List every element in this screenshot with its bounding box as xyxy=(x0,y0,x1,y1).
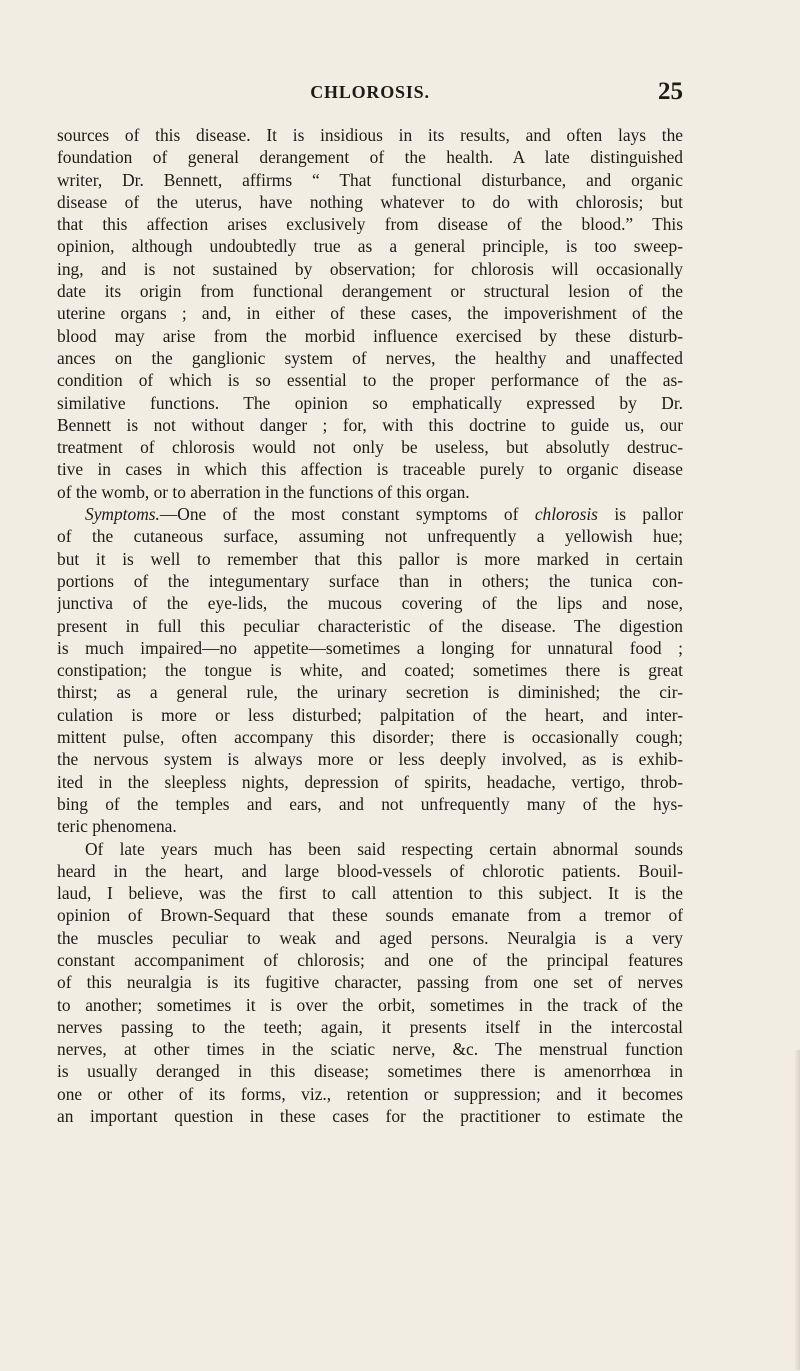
text-line: Of late years much has been said respecting certain abnormal sounds xyxy=(85,838,683,859)
text-line: ing, and is not sustained by observation; for chlorosis will occasionally xyxy=(57,258,683,279)
section-heading-symptoms: Symptoms. xyxy=(85,504,160,525)
body-text xyxy=(57,124,683,1127)
text-line: teric phenomena. xyxy=(57,816,177,837)
text-line: date its origin from functional derangement or structural lesion of the xyxy=(57,281,683,302)
text-line: disease of the uterus, have nothing whatever to do with chlorosis; but xyxy=(57,191,683,212)
text-line: of the womb, or to aberration in the functions of this organ. xyxy=(57,481,470,502)
text-line: to another; sometimes it is over the orbit, sometimes in the track of the xyxy=(57,994,683,1015)
text-line: that this affection arises exclusively from disease of the blood.” This xyxy=(57,214,683,235)
paragraph-symptoms xyxy=(57,503,683,837)
text-line: similative functions. The opinion so emphatically expressed by Dr. xyxy=(57,392,683,413)
text-line: laud, I believe, was the first to call attention to this subject. It is the xyxy=(57,883,683,904)
text-fragment: —One of the most constant symptoms of xyxy=(159,504,535,525)
text-line: writer, Dr. Bennett, affirms “ That functional disturbance, and organic xyxy=(57,169,683,190)
text-line: is much impaired—no appetite—sometimes a longing for unnatural food ; xyxy=(57,637,683,658)
paragraph-heart-sounds xyxy=(57,838,683,1128)
text-line: Bennett is not without danger ; for, with this doctrine to guide us, our xyxy=(57,414,683,435)
text-line: one or other of its forms, viz., retention or suppression; and it becomes xyxy=(57,1083,683,1104)
text-fragment: is pallor xyxy=(597,504,683,525)
text-line: constipation; the tongue is white, and coated; sometimes there is great xyxy=(57,660,683,681)
page-edge-shadow xyxy=(794,1050,800,1370)
text-line: uterine organs ; and, in either of these cases, the impoverishment of the xyxy=(57,303,683,324)
text-line-first xyxy=(57,503,683,525)
text-line: portions of the integumentary surface than in others; the tunica con- xyxy=(57,570,683,591)
text-line: sources of this disease. It is insidious in its results, and often lays the xyxy=(57,125,683,145)
text-line: present in full this peculiar characteristic of the disease. The digestion xyxy=(57,615,683,636)
text-line: mittent pulse, often accompany this disorder; there is occasionally cough; xyxy=(57,727,683,748)
running-head xyxy=(57,78,683,112)
running-title: CHLOROSIS. xyxy=(310,82,430,102)
text-line: of this neuralgia is its fugitive character, passing from one set of nerves xyxy=(57,972,683,993)
text-line: condition of which is so essential to the proper performance of the as- xyxy=(57,370,683,391)
text-line: opinion, although undoubtedly true as a general principle, is too sweep- xyxy=(57,236,683,257)
text-line: thirst; as a general rule, the urinary secretion is diminished; the cir- xyxy=(57,682,683,703)
text-line: but it is well to remember that this pallor is more marked in certain xyxy=(57,548,683,569)
text-line: treatment of chlorosis would not only be useless, but absolutly destruc- xyxy=(57,437,683,458)
paragraph-origins xyxy=(57,124,683,503)
text-line: ances on the ganglionic system of nerves, the healthy and unaffected xyxy=(57,347,683,368)
text-line: junctiva of the eye-lids, the mucous covering of the lips and nose, xyxy=(57,593,683,614)
text-line: is usually deranged in this disease; sometimes there is amenorrhœa in xyxy=(57,1061,683,1082)
text-line: nerves, at other times in the sciatic nerve, &c. The menstrual function xyxy=(57,1039,683,1060)
text-line: bing of the temples and ears, and not unfrequently many of the hys- xyxy=(57,793,683,814)
term-chlorosis: chlorosis xyxy=(534,504,598,525)
text-line: blood may arise from the morbid influence exercised by these disturb- xyxy=(57,325,683,346)
text-line: ited in the sleepless nights, depression of spirits, headache, vertigo, throb- xyxy=(57,771,683,792)
text-line: constant accompaniment of chlorosis; and one of the principal features xyxy=(57,949,683,970)
text-line: the nervous system is always more or less deeply involved, as is exhib- xyxy=(57,749,683,770)
text-line: nerves passing to the teeth; again, it presents itself in the intercostal xyxy=(57,1016,683,1037)
text-line: opinion of Brown-Sequard that these sounds emanate from a tremor of xyxy=(57,905,683,926)
text-line: of the cutaneous surface, assuming not unfrequently a yellowish hue; xyxy=(57,526,683,547)
text-line: culation is more or less disturbed; palpitation of the heart, and inter- xyxy=(57,704,683,725)
text-line: tive in cases in which this affection is traceable purely to organic disease xyxy=(57,459,683,480)
text-line: foundation of general derangement of the health. A late distinguished xyxy=(57,147,683,168)
page-number: 25 xyxy=(658,78,683,105)
text-line: an important question in these cases for the practitioner to estimate the xyxy=(57,1106,683,1127)
text-line: the muscles peculiar to weak and aged persons. Neuralgia is a very xyxy=(57,927,683,948)
text-line: heard in the heart, and large blood-vessels of chlorotic patients. Bouil- xyxy=(57,860,683,881)
